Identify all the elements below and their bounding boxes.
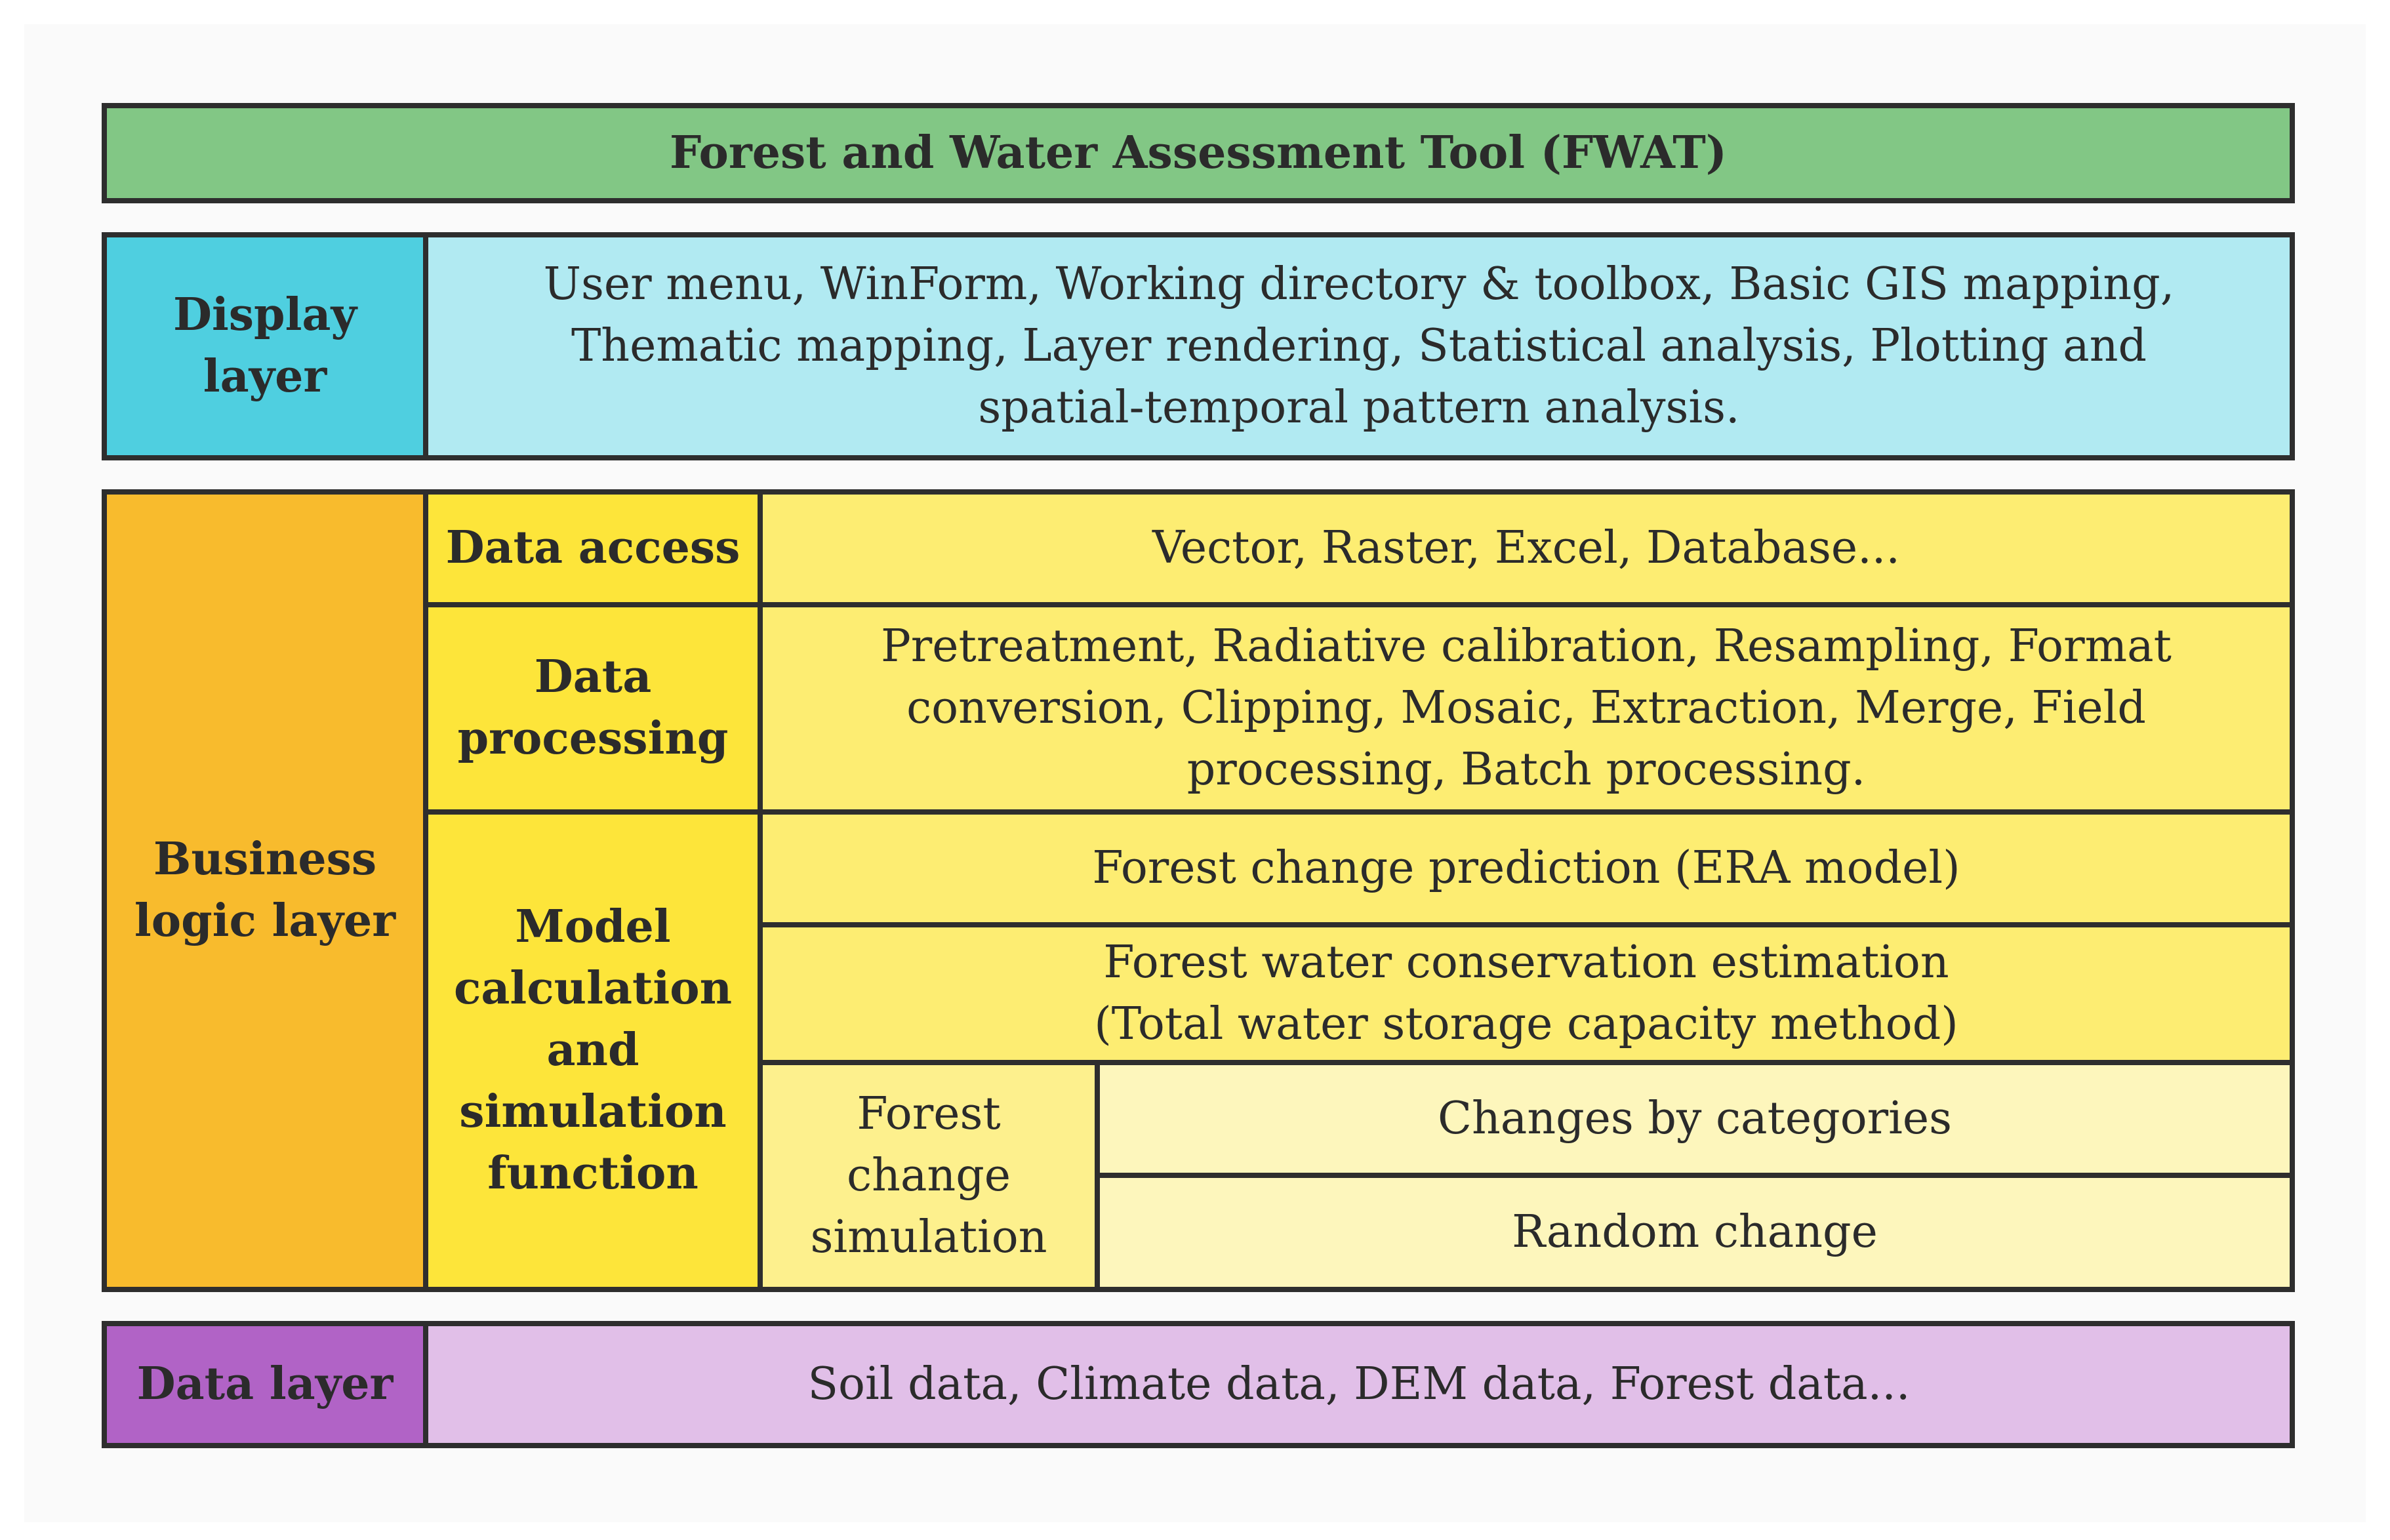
- data-processing-label: [423, 602, 763, 815]
- data-layer-content: [423, 1321, 2295, 1448]
- data-layer-label-text: Data layer: [136, 1358, 394, 1411]
- business-logic-layer-label: [102, 489, 428, 1292]
- data-access-label: [423, 489, 763, 607]
- data-access-label-text: Data access: [445, 521, 740, 575]
- random-change: [1095, 1173, 2295, 1292]
- display-layer-label: [102, 232, 428, 460]
- data-processing-content: [758, 602, 2295, 815]
- data-layer-label: [102, 1321, 428, 1448]
- data-processing-label-text: Data processing: [457, 651, 729, 765]
- forest-change-simulation-label: [758, 1060, 1100, 1292]
- business-logic-layer-label-text: Business logic layer: [134, 833, 396, 947]
- forest-water-conservation-line2: (Total water storage capacity method): [1094, 998, 1958, 1050]
- forest-water-conservation: [758, 922, 2295, 1065]
- forest-change-simulation-label-text: Forest change simulation: [810, 1088, 1047, 1263]
- title-bar: [102, 103, 2295, 203]
- title-text: Forest and Water Assessment Tool (FWAT): [670, 126, 1727, 179]
- model-function-label: [423, 809, 763, 1292]
- data-access-content: [758, 489, 2295, 607]
- data-layer-content-text: Soil data, Climate data, DEM data, Forest data...: [807, 1358, 1911, 1411]
- changes-by-categories: [1095, 1060, 2295, 1178]
- display-layer-content: [423, 232, 2295, 460]
- random-change-text: Random change: [1512, 1206, 1878, 1259]
- changes-by-categories-text: Changes by categories: [1437, 1093, 1953, 1145]
- data-processing-content-text: Pretreatment, Radiative calibration, Resampling, Format conversion, Clipping, Mosaic, Extraction, Merge, Field processing, Batch processing.: [881, 620, 2172, 796]
- forest-water-conservation-line1: Forest water conservation estimation: [1103, 937, 1949, 989]
- model-function-label-text: Model calculation and simulation function: [453, 901, 733, 1200]
- display-layer-label-text: Display layer: [172, 289, 357, 403]
- display-layer-content-text: User menu, WinForm, Working directory & toolbox, Basic GIS mapping, Thematic mapping, Layer rendering, Statistical analysis, Plotting and spatial-temporal pattern analysis.: [543, 258, 2175, 434]
- forest-change-prediction-text: Forest change prediction (ERA model): [1092, 842, 1960, 895]
- data-access-content-text: Vector, Raster, Excel, Database...: [1152, 522, 1901, 575]
- forest-change-prediction: [758, 809, 2295, 927]
